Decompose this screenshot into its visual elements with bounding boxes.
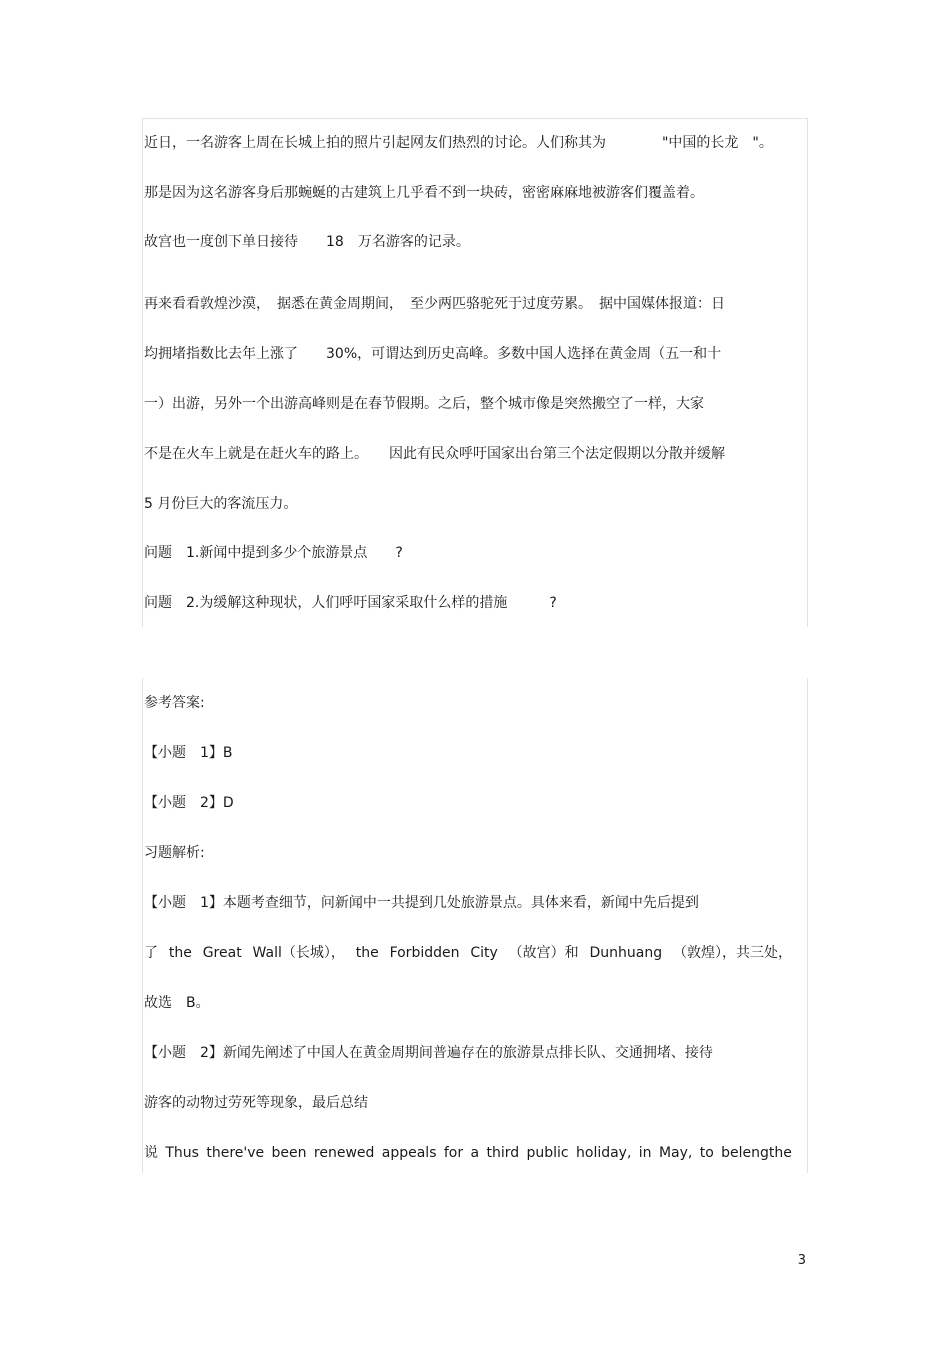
word: in bbox=[638, 1145, 652, 1161]
article-line-5: 均拥堵指数比去年上涨了 30%，可谓达到历史高峰。多数中国人选择在黄金周（五一和十 bbox=[144, 346, 722, 362]
word: the bbox=[168, 945, 192, 961]
word: appeals bbox=[381, 1145, 437, 1161]
word: Wall（长城）， bbox=[252, 945, 345, 961]
article-line-6: 一）出游，另外一个出游高峰则是在春节假期。之后，整个城市像是突然搬空了一样，大家 bbox=[144, 396, 704, 412]
word: public bbox=[526, 1145, 569, 1161]
article-line-2: 那是因为这名游客身后那蜿蜒的古建筑上几乎看不到一块砖，密密麻麻地被游客们覆盖着。 bbox=[144, 185, 704, 201]
analysis-1-line-2 bbox=[144, 943, 792, 963]
word: the bbox=[355, 945, 379, 961]
answer-1: 【小题 1】B bbox=[144, 745, 233, 761]
word: 了 bbox=[144, 945, 158, 961]
word: belengthe bbox=[721, 1145, 792, 1161]
article-line-8: 5 月份巨大的客流压力。 bbox=[144, 496, 298, 512]
word: holiday, bbox=[576, 1145, 632, 1161]
word: a bbox=[470, 1145, 480, 1161]
word: for bbox=[443, 1145, 464, 1161]
word: （故宫）和 bbox=[508, 945, 579, 961]
word: there've bbox=[206, 1145, 265, 1161]
word: Great bbox=[202, 945, 242, 961]
question-1: 问题 1.新闻中提到多少个旅游景点 ? bbox=[144, 545, 403, 561]
word: May, bbox=[658, 1145, 693, 1161]
answer-2: 【小题 2】D bbox=[144, 795, 234, 811]
article-line-7: 不是在火车上就是在赶火车的路上。 因此有民众呼吁国家出台第三个法定假期以分散并缓解 bbox=[144, 446, 725, 462]
word: to bbox=[699, 1145, 714, 1161]
answers-heading: 参考答案: bbox=[144, 695, 205, 711]
word: （敦煌），共三处， bbox=[673, 945, 792, 961]
analysis-2-line-1: 【小题 2】新闻先阐述了中国人在黄金周期间普遍存在的旅游景点排长队、交通拥堵、接待 bbox=[144, 1045, 713, 1061]
analysis-2-line-2: 游客的动物过劳死等现象，最后总结 bbox=[144, 1095, 368, 1111]
word: Thus bbox=[165, 1145, 199, 1161]
word: Forbidden bbox=[389, 945, 460, 961]
question-2: 问题 2.为缓解这种现状，人们呼吁国家采取什么样的措施 ? bbox=[144, 595, 557, 611]
word: renewed bbox=[313, 1145, 375, 1161]
analysis-1-line-3: 故选 B。 bbox=[144, 995, 210, 1011]
word: City bbox=[470, 945, 498, 961]
word: 说 bbox=[144, 1145, 158, 1161]
analysis-1-line-1: 【小题 1】本题考查细节，问新闻中一共提到几处旅游景点。具体来看，新闻中先后提到 bbox=[144, 895, 699, 911]
word: been bbox=[271, 1145, 307, 1161]
article-line-4: 再来看看敦煌沙漠， 据悉在黄金周期间， 至少两匹骆驼死于过度劳累。 据中国媒体报道：日 bbox=[144, 296, 725, 312]
article-line-1: 近日，一名游客上周在长城上拍的照片引起网友们热烈的讨论。人们称其为 "中国的长龙 "。 bbox=[144, 135, 773, 151]
article-line-3: 故宫也一度创下单日接待 18 万名游客的记录。 bbox=[144, 234, 470, 250]
word: third bbox=[486, 1145, 520, 1161]
analysis-heading: 习题解析: bbox=[144, 845, 205, 861]
page-number: 3 bbox=[797, 1253, 806, 1268]
analysis-2-line-3 bbox=[144, 1143, 792, 1163]
word: Dunhuang bbox=[589, 945, 663, 961]
